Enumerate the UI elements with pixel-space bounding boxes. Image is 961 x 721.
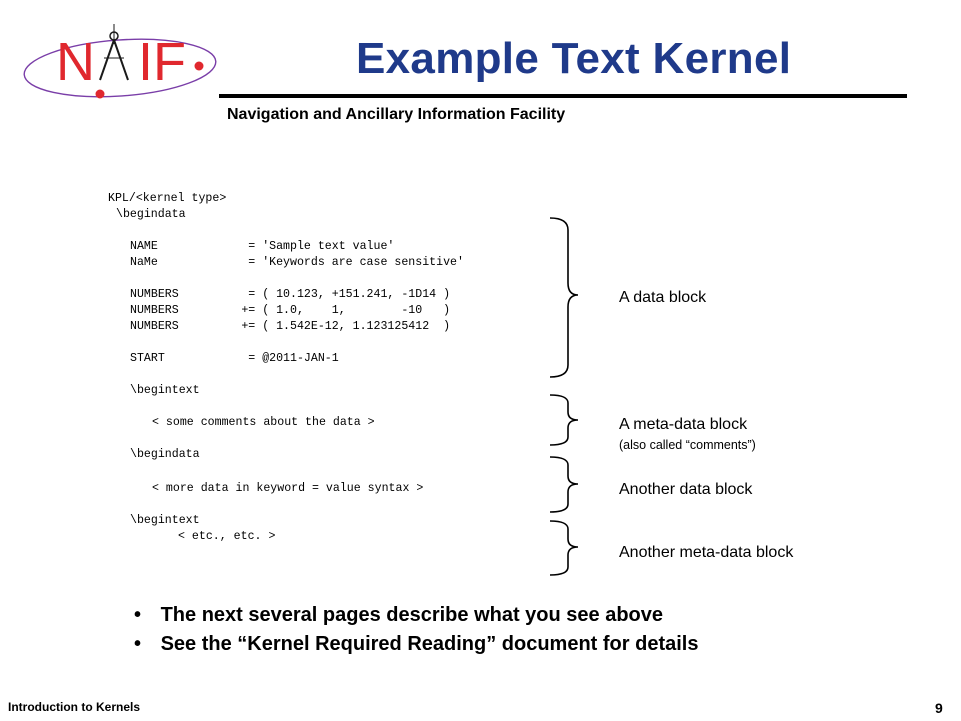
code-line-more-data: < more data in keyword = value syntax > <box>152 482 424 495</box>
code-line-comments: < some comments about the data > <box>152 416 375 429</box>
bullet-item-1 <box>134 604 663 627</box>
code-line-name: NAME = 'Sample text value' <box>130 240 395 253</box>
code-line-begintext-2: \begintext <box>130 514 200 527</box>
block-brackets <box>540 210 600 580</box>
code-line-name-case: NaMe = 'Keywords are case sensitive' <box>130 256 464 269</box>
another-data-block-label: Another data block <box>619 481 753 498</box>
naif-logo <box>18 22 223 110</box>
bullet-icon: • <box>134 633 142 655</box>
bullet-text-1: The next several pages describe what you see above <box>160 604 664 626</box>
code-line-numbers-2: NUMBERS += ( 1.0, 1, -10 ) <box>130 304 451 317</box>
meta-block-bracket <box>550 395 578 445</box>
bullet-text-2: See the “Kernel Required Reading” document for details <box>160 633 699 655</box>
code-line-begindata: \begindata <box>116 208 186 221</box>
title-underline <box>219 94 907 98</box>
compass-icon <box>100 24 128 80</box>
code-line-numbers: NUMBERS = ( 10.123, +151.241, -1D14 ) <box>130 288 451 301</box>
data-block-bracket <box>550 218 578 377</box>
another-meta-block-bracket <box>550 521 578 575</box>
data-block-label: A data block <box>619 289 707 306</box>
logo-letter-n: N <box>56 32 95 92</box>
bullet-item-2 <box>134 633 698 656</box>
code-line-numbers-3: NUMBERS += ( 1.542E-12, 1.123125412 ) <box>130 320 451 333</box>
page-subtitle: Navigation and Ancillary Information Facility <box>227 106 566 123</box>
code-line-start: START = @2011-JAN-1 <box>130 352 339 365</box>
meta-block-note: (also called “comments”) <box>619 438 756 452</box>
another-data-block-bracket <box>550 457 578 512</box>
code-line-begindata-2: \begindata <box>130 448 200 461</box>
another-meta-block-label: Another meta-data block <box>619 544 794 561</box>
naif-logo-graphic <box>18 22 223 110</box>
bullet-icon: • <box>134 604 142 626</box>
page-number: 9 <box>935 700 943 716</box>
footer-title: Introduction to Kernels <box>8 700 140 714</box>
code-line-kpl: KPL/<kernel type> <box>108 192 227 205</box>
code-line-etc: < etc., etc. > <box>178 530 276 543</box>
meta-block-label: A meta-data block <box>619 416 748 433</box>
page-title: Example Text Kernel <box>356 34 792 83</box>
logo-letters-if: IF <box>138 32 186 92</box>
code-line-begintext: \begintext <box>130 384 200 397</box>
